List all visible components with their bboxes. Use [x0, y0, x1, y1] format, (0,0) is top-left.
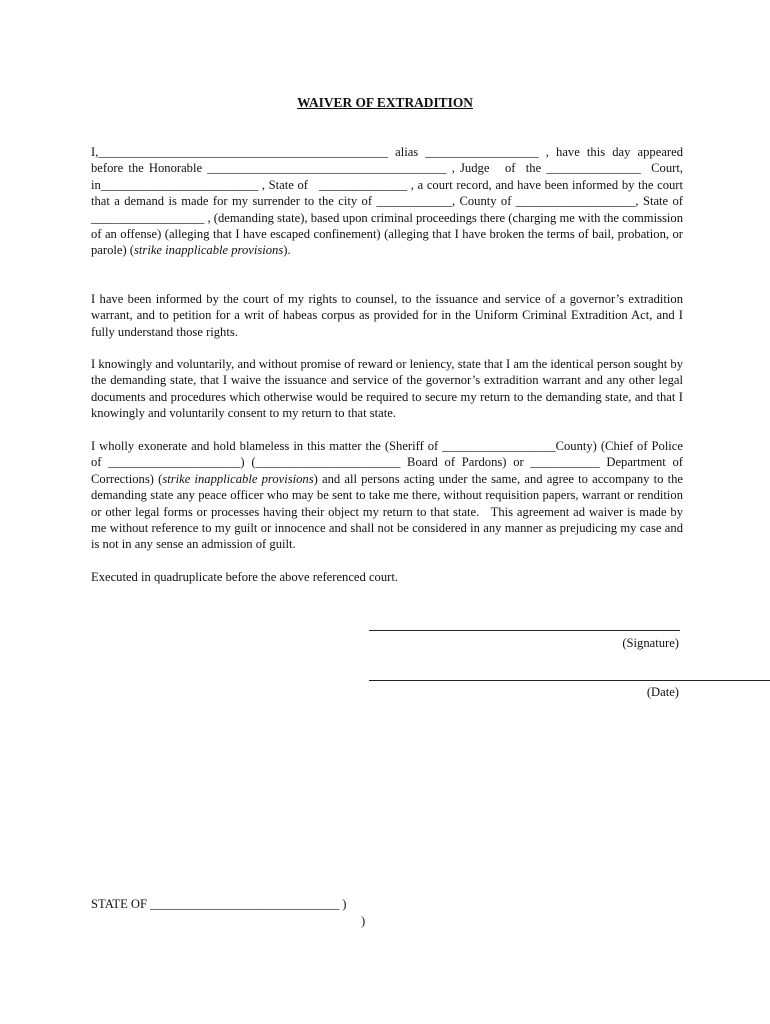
closing-paren: ): [361, 914, 366, 928]
date-label: (Date): [646, 685, 679, 699]
paragraph-identity: [91, 144, 690, 259]
paragraph-rights: I have been informed by the court of my rights to counsel, to the issuance and service of a governor’s extradition warrant, and to petition for a writ of habeas corpus as provided for in the Uniform Criminal Extradition Act, and I fully understand those rights.: [91, 292, 683, 339]
paragraph-exonerate: [91, 438, 687, 553]
paragraph-exonerate-end: ) and all persons acting under the same, and agree to accompany to the demanding state any peace officer who may be sent to take me there, without requisition papers, warrant or rendition or other legal forms or processes having their object my return to that state. This agreement ad waiver is made by me without reference to my guilt or innocence and shall not be considered in any manner as prejudicing my case and is not in any sense an admission of guilt.: [91, 471, 687, 552]
paragraph-identity-text: I,______________________________________________ alias __________________ , have this day appeared before the Honorable ______________________________________ , Judge of the _______________ Court, in_________________________ , State of ______________ , a court record, and have been informed by the court that a demand is made for my surrender to the city of ____________, County of ___________________, State of __________________ , (demanding state), based upon criminal proceedings there (charging me with the commission of an offense) (alleging that I have escaped confinement) (alleging that I have broken the terms of bail, probation, or parole) (: [91, 145, 690, 258]
signature-label: (Signature): [622, 636, 679, 650]
paragraph-executed: Executed in quadruplicate before the above referenced court.: [91, 570, 398, 584]
strike-note: strike inapplicable provisions: [134, 243, 284, 258]
state-of-line: STATE OF ______________________________ ): [91, 897, 347, 911]
document-title: WAIVER OF EXTRADITION: [297, 95, 473, 110]
paragraph-waiver: I knowingly and voluntarily, and without promise of reward or leniency, state that I am the identical person sought by the demanding state, that I waive the issuance and service of the governor’s extradition warrant and any other legal documents and procedures which otherwise would be required to secure my return to the demanding state, and that I knowingly and voluntarily consent to my return to that state.: [91, 357, 683, 421]
paragraph-exonerate-text: I wholly exonerate and hold blameless in this matter the (Sheriff of __________________County) (Chief of Police of _____________________) (_______________________ Board of Pardons) or ___________ Department of Corrections) (: [91, 439, 687, 486]
date-line[interactable]: [369, 680, 770, 681]
signature-line[interactable]: [369, 630, 680, 631]
strike-note: strike inapplicable provisions: [162, 471, 314, 486]
paragraph-identity-end: ).: [283, 243, 291, 258]
